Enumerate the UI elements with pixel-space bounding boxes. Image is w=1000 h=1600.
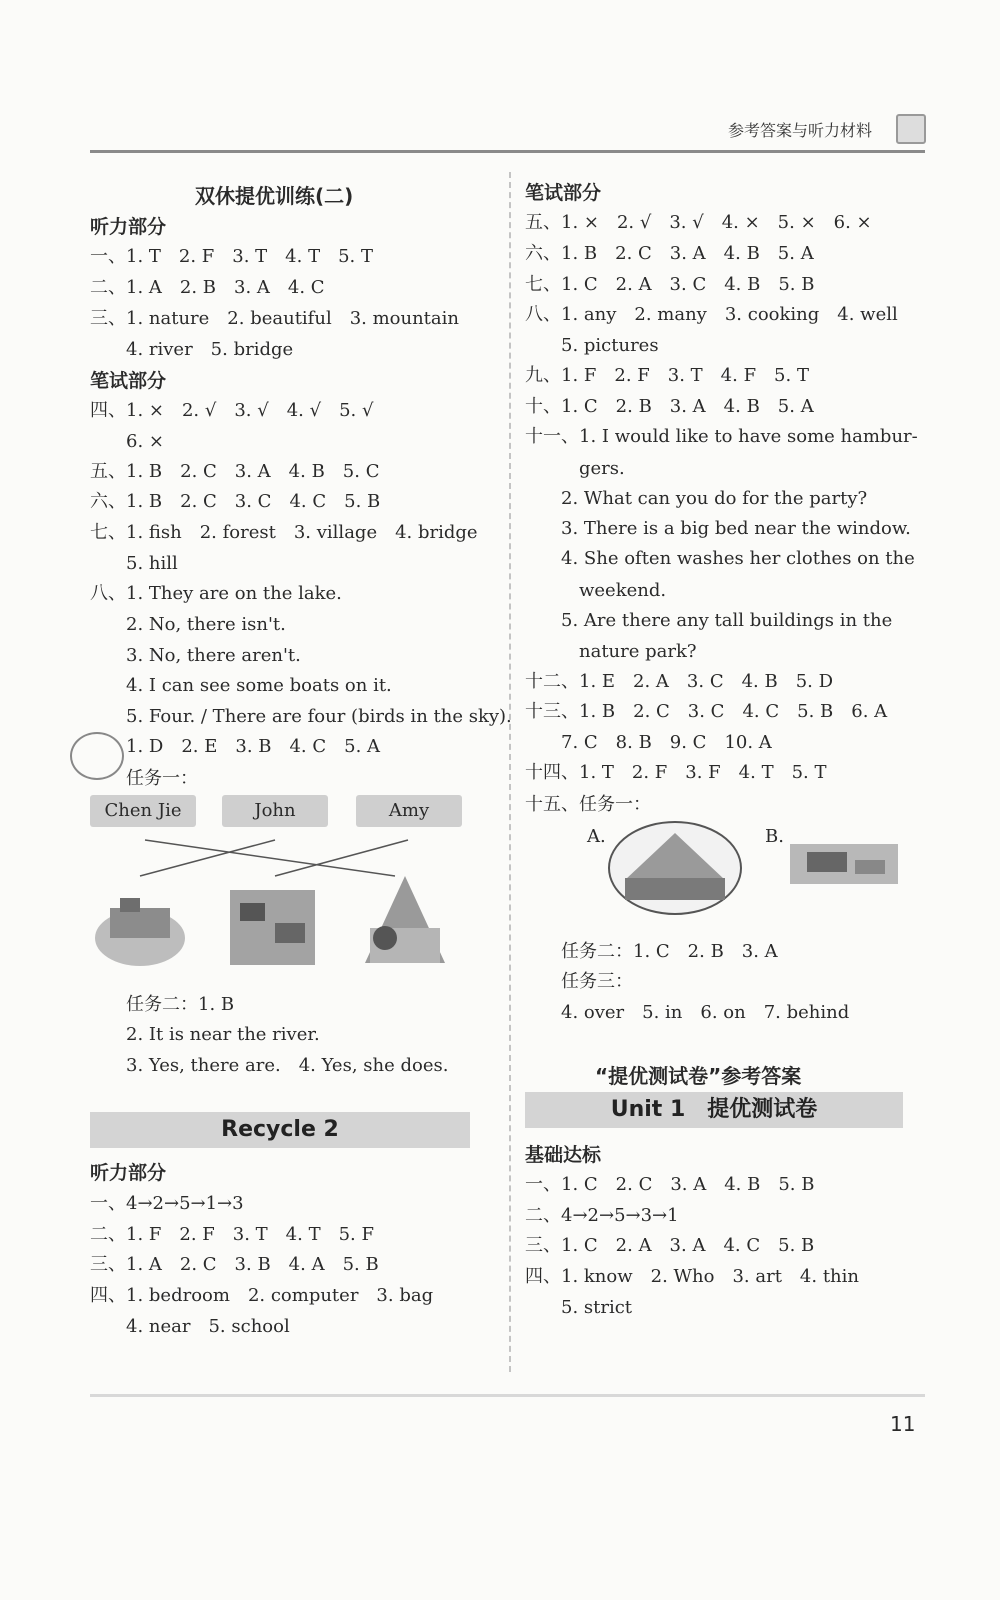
answer-line: 六、1. B 2. C 3. C 4. C 5. B [90, 491, 381, 512]
answer-line: 3. There is a big bed near the window. [525, 518, 911, 539]
answer-line: 二、4→2→5→3→1 [525, 1205, 679, 1226]
answer-line: 三、1. A 2. C 3. B 4. A 5. B [90, 1254, 379, 1275]
village-scene-image [230, 890, 315, 965]
answer-line: 一、1. C 2. C 3. A 4. B 5. B [525, 1174, 815, 1195]
answer-line: 二、1. A 2. B 3. A 4. C [90, 277, 325, 298]
answer-line: 任务二：1. C 2. B 3. A [525, 941, 778, 962]
answer-line: 九、1. F 2. F 3. T 4. F 5. T [525, 365, 809, 386]
answer-line: 任务二：1. B [90, 994, 235, 1015]
answer-line: 三、1. nature 2. beautiful 3. mountain [90, 308, 459, 329]
answer-line: 四、1. know 2. Who 3. art 4. thin [525, 1266, 860, 1287]
match-line [140, 840, 275, 876]
answer-line: 五、1. × 2. √ 3. √ 4. × 5. × 6. × [525, 212, 872, 233]
recycle-title: Recycle 2 [90, 1112, 470, 1148]
listening-heading: 听力部分 [90, 216, 167, 238]
name-tag-chen-jie: Chen Jie [90, 795, 196, 827]
running-header: 参考答案与听力材料 [728, 121, 873, 140]
name-tag-amy: Amy [356, 795, 462, 827]
answer-line: 二、1. F 2. F 3. T 4. T 5. F [90, 1224, 374, 1245]
answer-line: 十、1. C 2. B 3. A 4. B 5. A [525, 396, 814, 417]
picture-label-a: A. [587, 826, 606, 847]
answer-line: 1. D 2. E 3. B 4. C 5. A [90, 736, 381, 757]
match-line [275, 840, 408, 876]
answer-line: 4. I can see some boats on it. [90, 675, 392, 696]
answer-line: nature park? [525, 641, 697, 662]
answer-line: 4. She often washes her clothes on the [525, 548, 915, 569]
basic-heading: 基础达标 [525, 1144, 602, 1166]
matching-illustration [90, 828, 470, 978]
answer-line: 4. near 5. school [90, 1316, 290, 1337]
mountain-scene-image [365, 876, 445, 963]
answer-line: 四、1. × 2. √ 3. √ 4. √ 5. √ [90, 400, 374, 421]
answer-line: 五、1. B 2. C 3. A 4. B 5. C [90, 461, 380, 482]
column-divider [509, 172, 511, 1372]
footer-divider [90, 1394, 925, 1397]
answer-line: 2. What can you do for the party? [525, 488, 868, 509]
answer-line: 一、4→2→5→1→3 [90, 1193, 244, 1214]
lake-scene-image [95, 898, 185, 966]
header-divider [90, 150, 925, 153]
task-label: 任务一： [90, 768, 198, 789]
task-label: 十五、任务一： [525, 794, 651, 815]
answer-line: gers. [525, 458, 625, 479]
answer-line: 5. strict [525, 1297, 633, 1318]
answer-line: 十四、1. T 2. F 3. F 4. T 5. T [525, 762, 827, 783]
answer-line: 7. C 8. B 9. C 10. A [525, 732, 772, 753]
answers-title: “提优测试卷”参考答案 [595, 1064, 802, 1088]
answer-line: 5. pictures [525, 335, 659, 356]
answer-line: 5. Four. / There are four (birds in the sky). [90, 706, 512, 727]
answer-line: 十二、1. E 2. A 3. C 4. B 5. D [525, 671, 834, 692]
answer-line: 十一、1. I would like to have some hambur- [525, 426, 918, 447]
answer-line: 三、1. C 2. A 3. A 4. C 5. B [525, 1235, 815, 1256]
picture-b-image [785, 832, 903, 892]
answer-line: 四、1. bedroom 2. computer 3. bag [90, 1285, 434, 1306]
answer-line: 6. × [90, 431, 164, 452]
listening-heading: 听力部分 [90, 1162, 167, 1184]
answer-line: 2. No, there isn't. [90, 614, 286, 635]
match-line [145, 840, 395, 876]
answer-line: 2. It is near the river. [90, 1024, 320, 1045]
answer-line: 5. Are there any tall buildings in the [525, 610, 893, 631]
answer-line: weekend. [525, 580, 667, 601]
answer-line: 4. over 5. in 6. on 7. behind [525, 1002, 850, 1023]
answer-line: 十三、1. B 2. C 3. C 4. C 5. B 6. A [525, 701, 888, 722]
unit-title: Unit 1 提优测试卷 [525, 1092, 903, 1128]
written-heading: 笔试部分 [525, 182, 602, 204]
answer-line: 5. hill [90, 553, 178, 574]
section-title: 双休提优训练(二) [195, 184, 354, 208]
answer-line: 八、1. They are on the lake. [90, 583, 342, 604]
answer-line: 七、1. C 2. A 3. C 4. B 5. B [525, 274, 815, 295]
answer-line: 3. No, there aren't. [90, 645, 301, 666]
answer-line: 4. river 5. bridge [90, 339, 294, 360]
picture-a-image [605, 818, 745, 918]
answer-line: 六、1. B 2. C 3. A 4. B 5. A [525, 243, 814, 264]
picture-label-b: B. [765, 826, 784, 847]
answer-line: 3. Yes, there are. 4. Yes, she does. [90, 1055, 449, 1076]
page-number: 11 [890, 1412, 916, 1436]
written-heading: 笔试部分 [90, 370, 167, 392]
answer-line: 八、1. any 2. many 3. cooking 4. well [525, 304, 898, 325]
name-tag-john: John [222, 795, 328, 827]
answer-line: 任务三： [525, 971, 633, 992]
answer-line: 七、1. fish 2. forest 3. village 4. bridge [90, 522, 478, 543]
book-icon [896, 114, 926, 144]
answer-line: 一、1. T 2. F 3. T 4. T 5. T [90, 246, 373, 267]
